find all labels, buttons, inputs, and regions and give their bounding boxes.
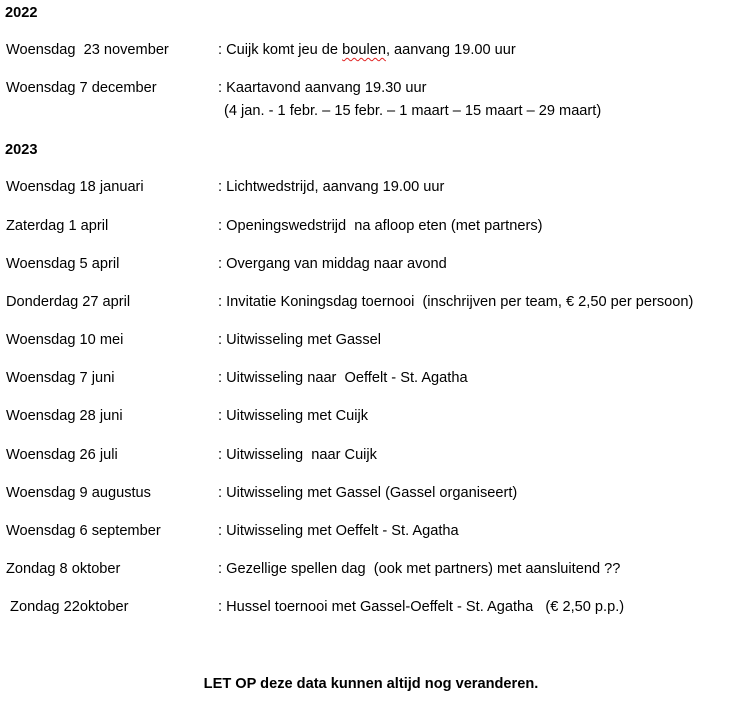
- event-date: Woensdag 23 november: [6, 42, 169, 58]
- event-description-part: , aanvang 19.00 uur: [385, 42, 516, 58]
- event-description: : Gezellige spellen dag (ook met partners) met aansluitend ??: [218, 561, 621, 577]
- event-description: : Lichtwedstrijd, aanvang 19.00 uur: [218, 179, 445, 195]
- event-row: [0, 80, 742, 100]
- event-date: Donderdag 27 april: [6, 294, 131, 310]
- event-subdates: (4 jan. - 1 febr. – 15 febr. – 1 maart – 15 maart – 29 maart): [224, 103, 602, 119]
- event-row: [0, 294, 742, 314]
- event-description-part: : Cuijk komt jeu de: [218, 42, 343, 58]
- event-date: Woensdag 18 januari: [6, 179, 144, 195]
- event-description: : Uitwisseling met Oeffelt - St. Agatha: [218, 523, 459, 539]
- event-date: Woensdag 10 mei: [6, 332, 124, 348]
- event-row: [0, 179, 742, 199]
- event-date: Woensdag 5 april: [6, 256, 120, 272]
- event-date: Woensdag 6 september: [6, 523, 161, 539]
- event-row: [0, 447, 742, 467]
- event-row: [0, 408, 742, 428]
- event-row: [0, 485, 742, 505]
- event-date: Woensdag 26 juli: [6, 447, 118, 463]
- event-description: [218, 42, 516, 58]
- event-row: [0, 42, 742, 62]
- event-row: [0, 599, 742, 619]
- event-date: Zondag 22oktober: [6, 599, 129, 615]
- event-row: [0, 218, 742, 238]
- event-date: Zondag 8 oktober: [6, 561, 121, 577]
- year-heading-2023: 2023: [5, 142, 38, 158]
- event-row: [0, 523, 742, 543]
- year-heading-2022: 2022: [5, 5, 38, 21]
- event-row: [0, 370, 742, 390]
- event-description: : Uitwisseling met Gassel (Gassel organiseert): [218, 485, 518, 501]
- event-description: : Overgang van middag naar avond: [218, 256, 447, 272]
- event-description: : Kaartavond aanvang 19.30 uur: [218, 80, 427, 96]
- event-date: Woensdag 7 juni: [6, 370, 115, 386]
- event-date: Zaterdag 1 april: [6, 218, 109, 234]
- event-date: Woensdag 7 december: [6, 80, 157, 96]
- event-date: Woensdag 9 augustus: [6, 485, 151, 501]
- event-description: : Hussel toernooi met Gassel-Oeffelt - St. Agatha (€ 2,50 p.p.): [218, 599, 625, 615]
- event-description: : Invitatie Koningsdag toernooi (inschrijven per team, € 2,50 per persoon): [218, 294, 694, 310]
- event-description: : Uitwisseling met Cuijk: [218, 408, 369, 424]
- event-description: : Uitwisseling naar Cuijk: [218, 447, 377, 463]
- event-description: : Uitwisseling naar Oeffelt - St. Agatha: [218, 370, 468, 386]
- spellcheck-marked-word: boulen: [342, 42, 386, 58]
- event-row: [0, 332, 742, 352]
- event-row: [0, 561, 742, 581]
- event-description: : Uitwisseling met Gassel: [218, 332, 382, 348]
- change-notice: LET OP deze data kunnen altijd nog veranderen.: [203, 676, 539, 692]
- event-description: : Openingswedstrijd na afloop eten (met partners): [218, 218, 543, 234]
- event-row: [0, 256, 742, 276]
- event-date: Woensdag 28 juni: [6, 408, 123, 424]
